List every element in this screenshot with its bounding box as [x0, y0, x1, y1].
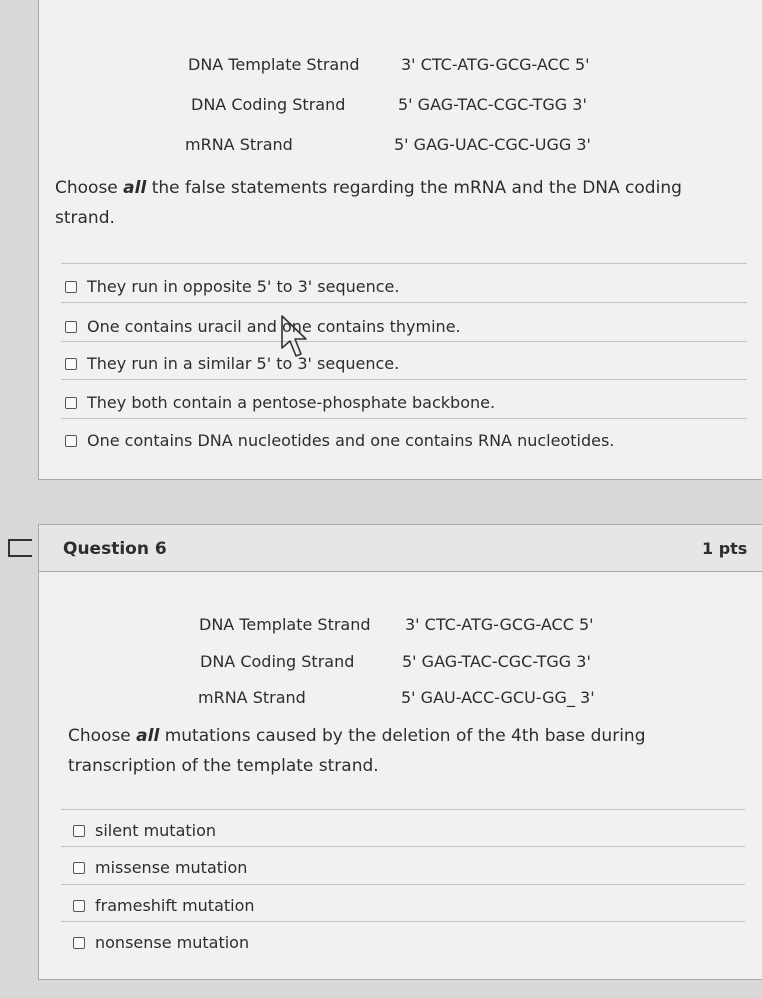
checkbox-icon[interactable] [73, 900, 85, 912]
answer-option-missense[interactable]: missense mutation [73, 858, 247, 877]
checkbox-icon[interactable] [65, 321, 77, 333]
answer-option-silent[interactable]: silent mutation [73, 821, 216, 840]
flag-question-icon[interactable] [8, 539, 26, 557]
options-divider [61, 809, 745, 810]
checkbox-icon[interactable] [73, 862, 85, 874]
checkbox-icon[interactable] [65, 358, 77, 370]
question-5-prompt: Choose all the false statements regarding the mRNA and the DNA coding strand. [55, 178, 682, 228]
seq-value-template: 3' CTC-ATG-GCG-ACC 5' [405, 615, 594, 634]
options-divider [61, 302, 747, 303]
mouse-cursor-icon [280, 314, 310, 362]
options-divider [61, 921, 745, 922]
seq-label-mrna: mRNA Strand [198, 688, 306, 707]
seq-value-coding: 5' GAG-TAC-CGC-TGG 3' [398, 95, 587, 114]
question-5-card [38, 0, 762, 480]
question-title: Question 6 [63, 539, 167, 559]
checkbox-icon[interactable] [65, 435, 77, 447]
seq-label-coding: DNA Coding Strand [200, 652, 355, 671]
answer-option-1[interactable]: They run in opposite 5' to 3' sequence. [65, 277, 399, 296]
seq-value-mrna: 5' GAG-UAC-CGC-UGG 3' [394, 135, 591, 154]
answer-option-frameshift[interactable]: frameshift mutation [73, 896, 255, 915]
question-6-card [38, 524, 762, 980]
seq-label-template: DNA Template Strand [188, 55, 360, 74]
checkbox-icon[interactable] [73, 937, 85, 949]
question-6-prompt: Choose all mutations caused by the deletion of the 4th base during transcription of the template strand. [68, 726, 646, 776]
answer-option-3[interactable]: They run in a similar 5' to 3' sequence. [65, 354, 399, 373]
seq-value-template: 3' CTC-ATG-GCG-ACC 5' [401, 55, 590, 74]
prompt-emphasis: all [136, 726, 160, 746]
prompt-emphasis: all [123, 178, 147, 198]
seq-label-template: DNA Template Strand [199, 615, 371, 634]
checkbox-icon[interactable] [65, 397, 77, 409]
answer-option-4[interactable]: They both contain a pentose-phosphate backbone. [65, 393, 495, 412]
options-divider [61, 418, 747, 419]
seq-label-coding: DNA Coding Strand [191, 95, 346, 114]
checkbox-icon[interactable] [65, 281, 77, 293]
options-divider [61, 884, 745, 885]
options-divider [61, 341, 747, 342]
seq-value-coding: 5' GAG-TAC-CGC-TGG 3' [402, 652, 591, 671]
seq-label-mrna: mRNA Strand [185, 135, 293, 154]
answer-option-2[interactable]: One contains uracil and one contains thymine. [65, 317, 461, 336]
answer-option-nonsense[interactable]: nonsense mutation [73, 933, 249, 952]
question-points: 1 pts [702, 539, 748, 558]
checkbox-icon[interactable] [73, 825, 85, 837]
options-divider [61, 846, 745, 847]
options-divider [61, 263, 747, 264]
answer-option-5[interactable]: One contains DNA nucleotides and one contains RNA nucleotides. [65, 431, 614, 450]
seq-value-mrna: 5' GAU-ACC-GCU-GG_ 3' [401, 688, 595, 707]
options-divider [61, 379, 747, 380]
question-header [39, 525, 762, 572]
